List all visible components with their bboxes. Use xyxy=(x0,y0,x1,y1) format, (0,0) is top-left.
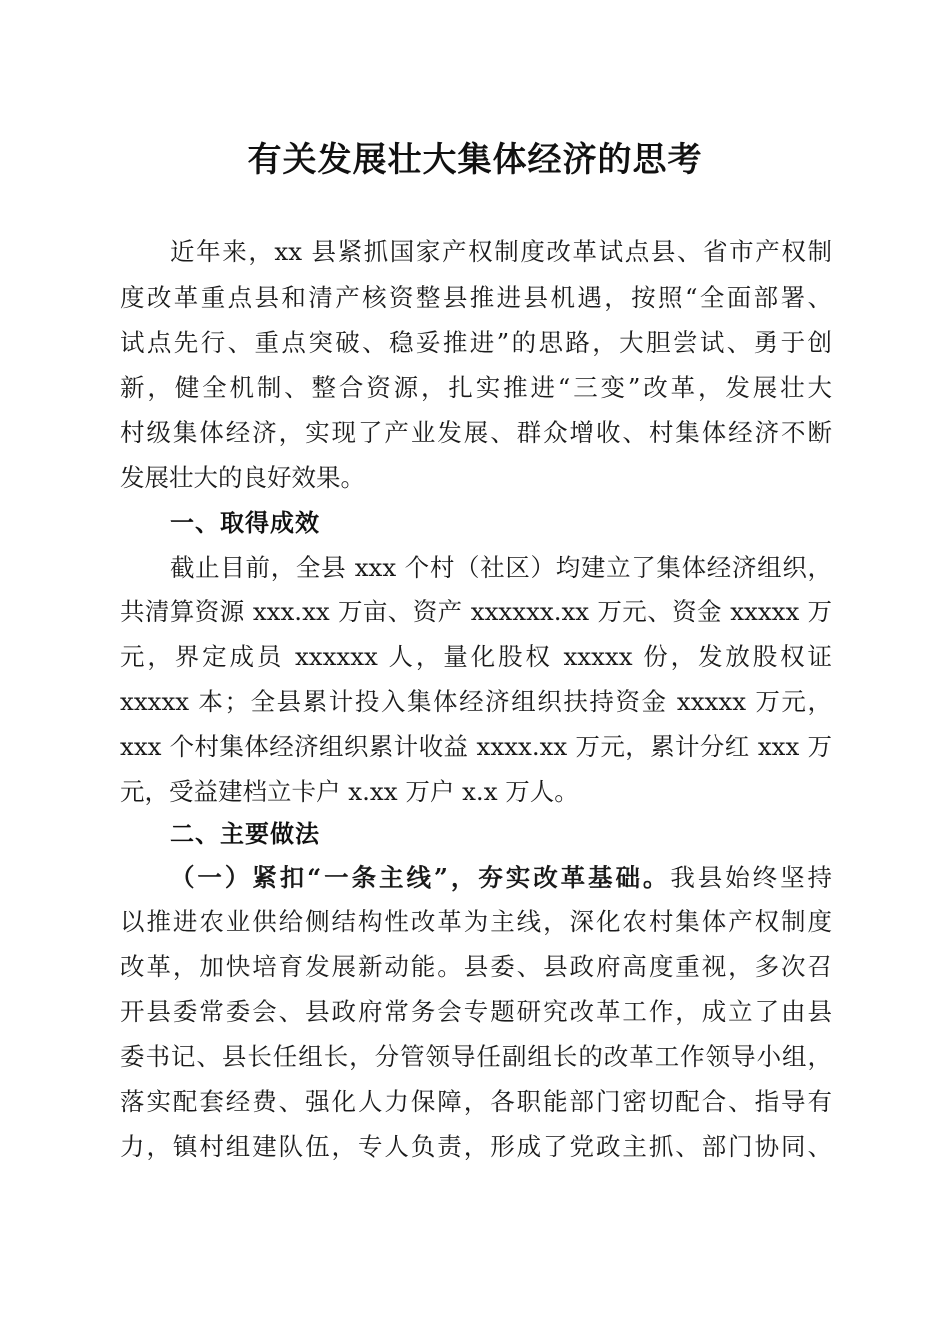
section1-line: xxxxx 本；全县累计投入集体经济组织扶持资金 xxxxx 万元， xyxy=(120,687,832,716)
section1-line: xxx 个村集体经济组织累计收益 xxxx.xx 万元，累计分红 xxx 万 xyxy=(120,732,832,761)
section-heading-methods: 二、主要做法 xyxy=(170,820,320,848)
section2-line: 以推进农业供给侧结构性改革为主线，深化农村集体产权制度 xyxy=(120,907,832,936)
document-title: 有关发展壮大集体经济的思考 xyxy=(247,140,703,180)
section1-line: 截止目前，全县 xxx 个村（社区）均建立了集体经济组织， xyxy=(170,553,832,582)
section1-line: 元，界定成员 xxxxxx 人，量化股权 xxxxx 份，发放股权证 xyxy=(120,642,832,671)
intro-line: 发展壮大的良好效果。 xyxy=(120,463,365,492)
intro-line: 试点先行、重点突破、稳妥推进”的思路，大胆尝试、勇于创 xyxy=(120,328,832,357)
section-heading-results: 一、取得成效 xyxy=(170,509,320,537)
section1-line: 元，受益建档立卡户 x.xx 万户 x.x 万人。 xyxy=(120,777,579,806)
subsection-lead: （一）紧扣“一条主线”，夯实改革基础。 xyxy=(170,863,671,892)
section2-line: 开县委常委会、县政府常务会专题研究改革工作，成立了由县 xyxy=(120,997,832,1026)
section2-line: 委书记、县长任组长，分管领导任副组长的改革工作领导小组， xyxy=(120,1042,832,1071)
intro-line: 村级集体经济，实现了产业发展、群众增收、村集体经济不断 xyxy=(120,418,832,447)
section1-line: 共清算资源 xxx.xx 万亩、资产 xxxxxx.xx 万元、资金 xxxxx 万 xyxy=(120,597,832,626)
section2-line: 改革，加快培育发展新动能。县委、县政府高度重视，多次召 xyxy=(120,952,832,981)
intro-line: 近年来，xx 县紧抓国家产权制度改革试点县、省市产权制 xyxy=(170,237,832,266)
intro-line: 新，健全机制、整合资源，扎实推进“三变”改革，发展壮大 xyxy=(120,373,832,402)
subsection-first-line xyxy=(170,855,832,901)
intro-line: 度改革重点县和清产核资整县推进县机遇，按照“全面部署、 xyxy=(120,283,832,312)
section2-line: 落实配套经费、强化人力保障，各职能部门密切配合、指导有 xyxy=(120,1087,832,1116)
section2-line: 力，镇村组建队伍，专人负责，形成了党政主抓、部门协同、 xyxy=(120,1132,832,1161)
subsection-first-rest: 我县始终坚持 xyxy=(670,863,833,892)
